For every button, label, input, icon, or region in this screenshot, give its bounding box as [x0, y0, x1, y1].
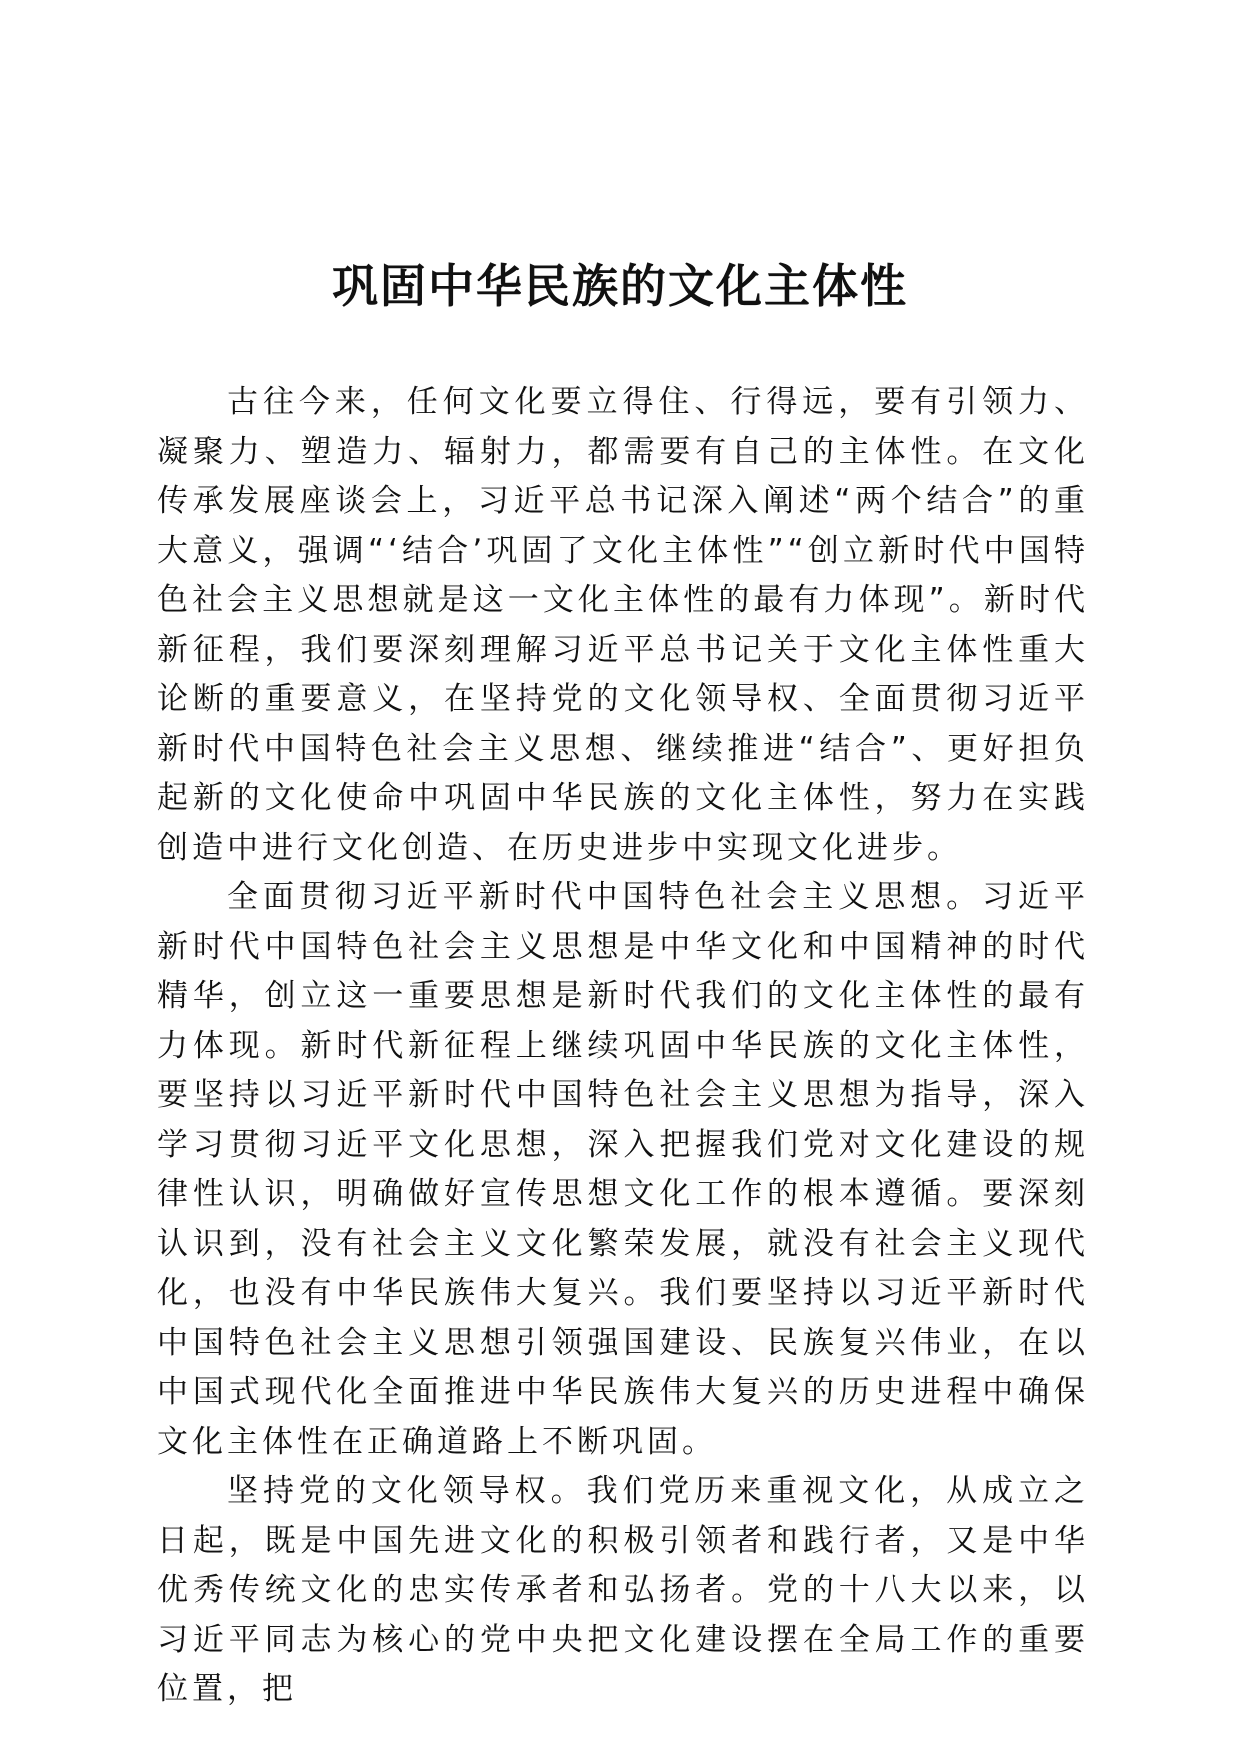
- page-title: 巩固中华民族的文化主体性: [332, 259, 908, 313]
- paragraph-intro: 古往今来，任何文化要立得住、行得远，要有引领力、凝聚力、塑造力、辐射力，都需要有自己的主体性。在文化传承发展座谈会上，习近平总书记深入阐述“两个结合”的重大意义，强调“‘结合’巩固了文化主体性”“创立新时代中国特色社会主义思想就是这一文化主体性的最有力体现”。新时代新征程，我们要深刻理解习近平总书记关于文化主体性重大论断的重要意义，在坚持党的文化领导权、全面贯彻习近平新时代中国特色社会主义思想、继续推进“结合”、更好担负起新的文化使命中巩固中华民族的文化主体性，努力在实践创造中进行文化创造、在历史进步中实现文化进步。: [157, 384, 1089, 866]
- paragraph-leadership: 坚持党的文化领导权。我们党历来重视文化，从成立之日起，既是中国先进文化的积极引领者和践行者，又是中华优秀传统文化的忠实传承者和弘扬者。党的十八大以来，以习近平同志为核心的党中央把文化建设摆在全局工作的重要位置，把: [157, 1473, 1089, 1707]
- paragraph-thought: 全面贯彻习近平新时代中国特色社会主义思想。习近平新时代中国特色社会主义思想是中华文化和中国精神的时代精华，创立这一重要思想是新时代我们的文化主体性的最有力体现。新时代新征程上继续巩固中华民族的文化主体性，要坚持以习近平新时代中国特色社会主义思想为指导，深入学习贯彻习近平文化思想，深入把握我们党对文化建设的规律性认识，明确做好宣传思想文化工作的根本遵循。要深刻认识到，没有社会主义文化繁荣发展，就没有社会主义现代化，也没有中华民族伟大复兴。我们要坚持以习近平新时代中国特色社会主义思想引领强国建设、民族复兴伟业，在以中国式现代化全面推进中华民族伟大复兴的历史进程中确保文化主体性在正确道路上不断巩固。: [157, 879, 1089, 1460]
- article-body: [157, 378, 1089, 1715]
